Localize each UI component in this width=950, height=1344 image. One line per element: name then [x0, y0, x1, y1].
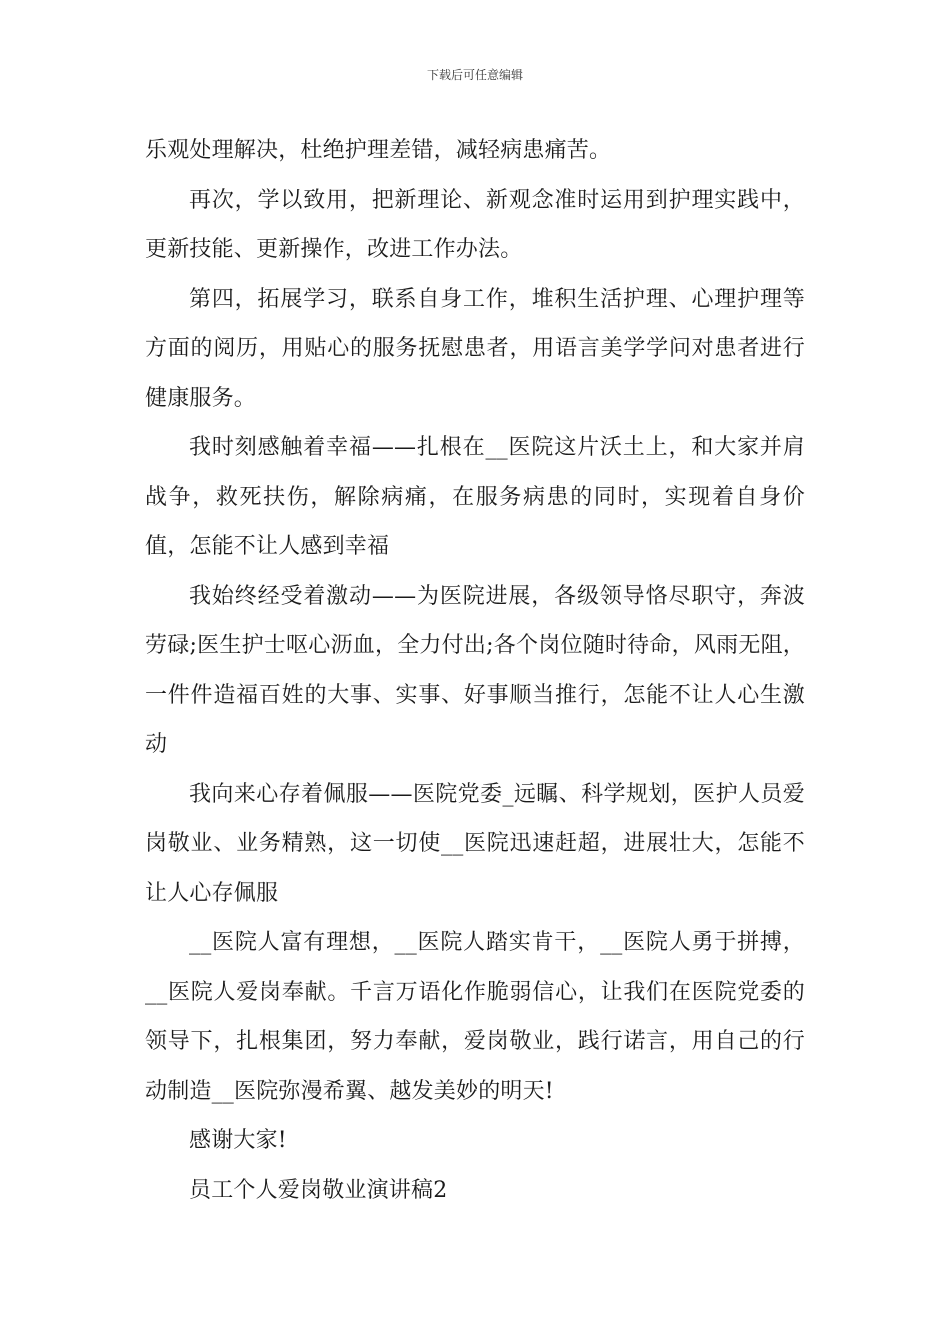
paragraph-thanks: 感谢大家!: [189, 1128, 287, 1153]
paragraph-expand-learning: 第四，拓展学习，联系自身工作，堆积生活护理、心理护理等方面的阅历，用贴心的服务抚慰患者，用语言美学学问对患者进行健康服务。: [145, 286, 805, 411]
paragraph-hospital-people: __医院人富有理想，__医院人踏实肯干，__医院人勇于拼搏，__医院人爱岗奉献。千言万语化作脆弱信心，让我们在医院党委的领导下，扎根集团，努力奉献，爱岗敬业，践行诺言，用自己的行动制造__医院弥漫希翼、越发美妙的明天!: [145, 930, 805, 1104]
page-header: 下载后可任意编辑: [426, 68, 523, 82]
section-title: 员工个人爱岗敬业演讲稿2: [189, 1177, 448, 1203]
paragraph-excitement: 我始终经受着激动——为医院进展，各级领导恪尽职守，奔波劳碌;医生护士呕心沥血，全力付出;各个岗位随时待命，风雨无阻，一件件造福百姓的大事、实事、好事顺当推行，怎能不让人心生激动: [145, 583, 805, 757]
paragraph-apply-learning: 再次，学以致用，把新理论、新观念准时运用到护理实践中，更新技能、更新操作，改进工作办法。: [145, 187, 805, 262]
paragraph-continuation: 乐观处理解决，杜绝护理差错，减轻病患痛苦。: [145, 138, 612, 163]
paragraph-happiness: 我时刻感触着幸福——扎根在__医院这片沃土上，和大家并肩战争，救死扶伤，解除病痛，在服务病患的同时，实现着自身价值，怎能不让人感到幸福: [145, 435, 805, 559]
document-body: [145, 126, 805, 1215]
paragraph-admiration: 我向来心存着佩服——医院党委_远瞩、科学规划，医护人员爱岗敬业、业务精熟，这一切使__医院迅速赶超，进展壮大，怎能不让人心存佩服: [145, 781, 805, 906]
